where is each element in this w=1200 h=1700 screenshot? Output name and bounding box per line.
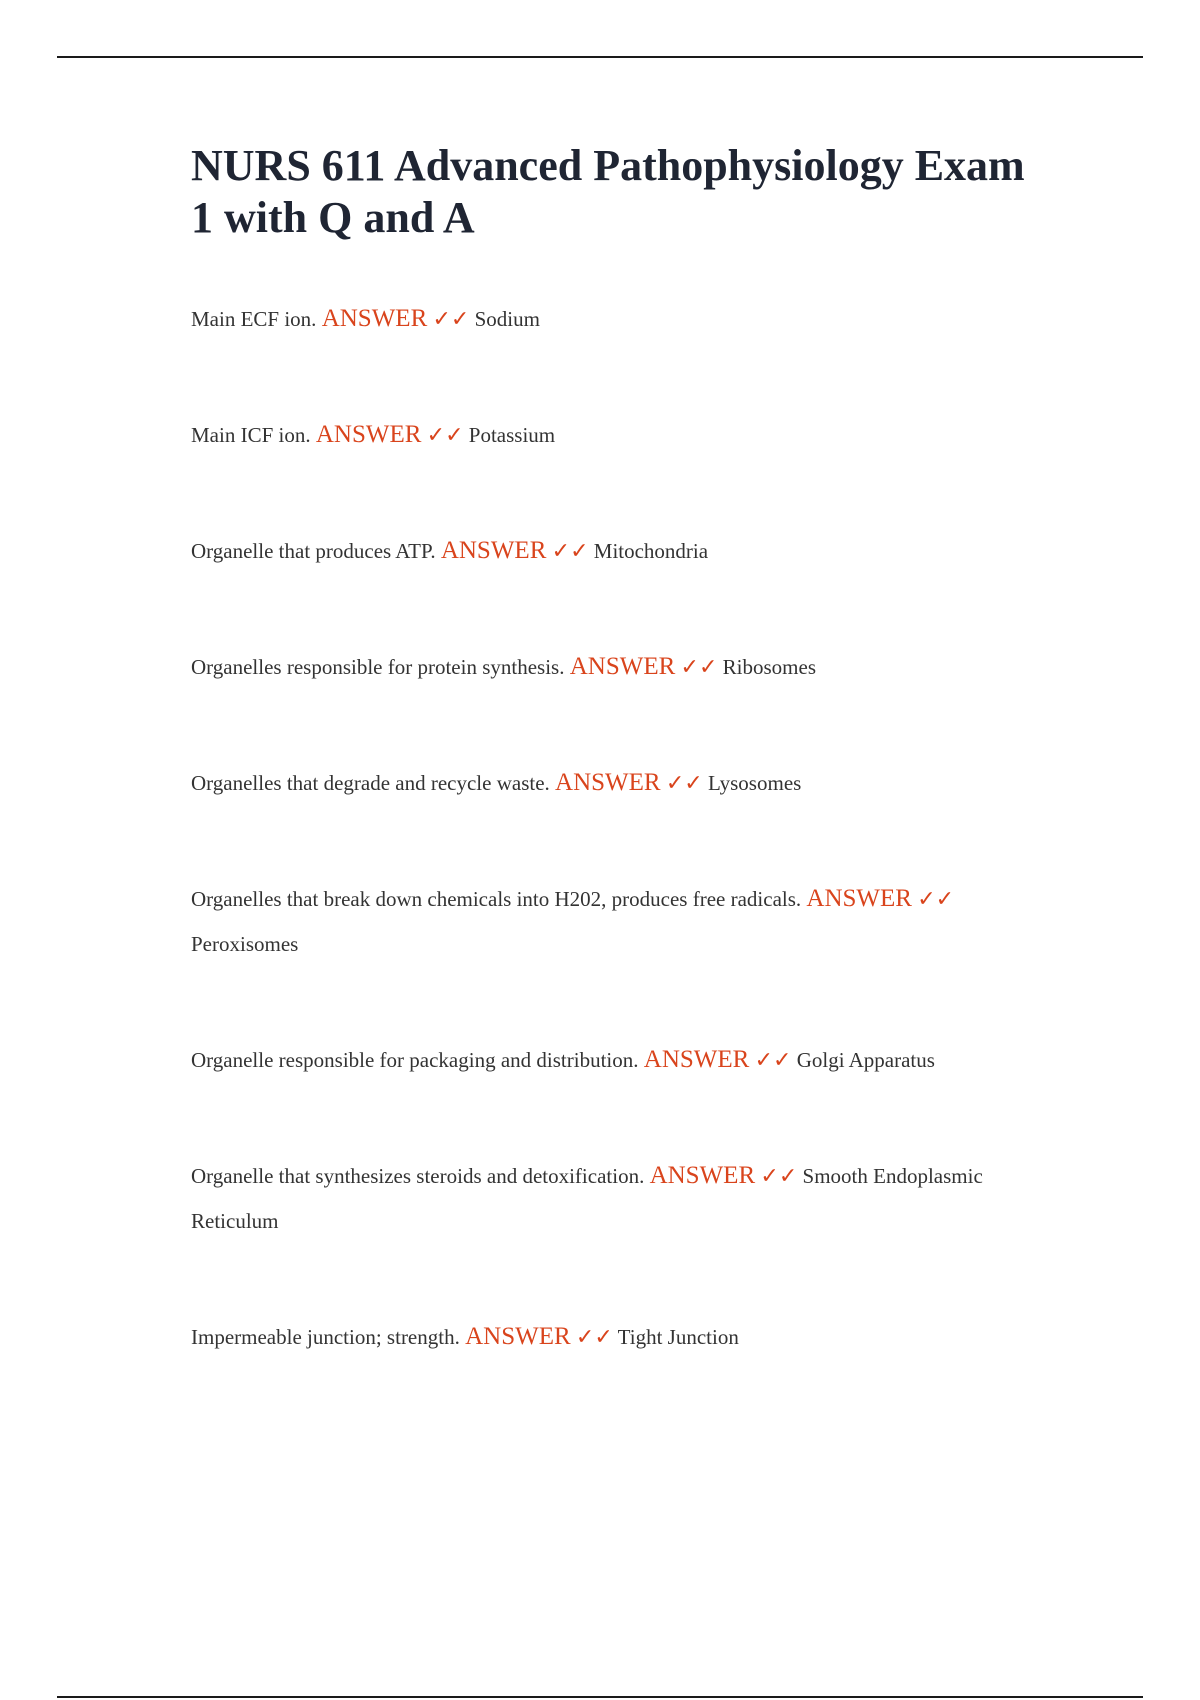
answer-marker: ANSWER — [440, 537, 547, 564]
question-text: Impermeable junction; strength. — [191, 1325, 460, 1349]
answer-text: Golgi Apparatus — [796, 1048, 935, 1072]
question-text: Main ICF ion. — [191, 423, 311, 447]
question-text: Organelle responsible for packaging and distribution. — [191, 1048, 639, 1072]
answer-text: Peroxisomes — [191, 932, 299, 956]
answer-text: Lysosomes — [707, 771, 802, 795]
answer-text: Potassium — [468, 423, 556, 447]
check-marks-icon: ✓✓ — [760, 1164, 798, 1189]
qa-item — [191, 1314, 1051, 1360]
answer-text: Tight Junction — [617, 1325, 739, 1349]
answer-marker: ANSWER — [649, 1162, 756, 1189]
qa-item — [191, 644, 1051, 690]
check-marks-icon: ✓✓ — [426, 423, 464, 448]
answer-marker: ANSWER — [806, 885, 912, 912]
qa-item — [191, 760, 1051, 806]
question-text: Organelles that break down chemicals into H202, produces free radicals. — [191, 887, 802, 911]
answer-marker: ANSWER — [555, 769, 661, 796]
answer-text: Ribosomes — [722, 655, 816, 679]
question-text: Main ECF ion. — [191, 307, 317, 331]
answer-marker: ANSWER — [465, 1323, 571, 1350]
document-body — [191, 140, 1051, 1430]
top-rule — [57, 56, 1143, 58]
document-title: NURS 611 Advanced Pathophysiology Exam 1 with Q and A — [191, 141, 1025, 242]
check-marks-icon: ✓✓ — [575, 1325, 613, 1350]
check-marks-icon: ✓✓ — [917, 887, 955, 912]
check-marks-icon: ✓✓ — [432, 307, 470, 332]
qa-item — [191, 1153, 1051, 1244]
qa-list — [191, 296, 1051, 1360]
bottom-rule — [57, 1696, 1143, 1698]
question-text: Organelle that produces ATP. — [191, 539, 436, 563]
question-text: Organelles responsible for protein synthesis. — [191, 655, 565, 679]
answer-text: Smooth Endoplasmic Reticulum — [191, 1164, 983, 1233]
answer-text: Mitochondria — [593, 539, 709, 563]
check-marks-icon: ✓✓ — [680, 655, 718, 680]
answer-marker: ANSWER — [643, 1046, 750, 1073]
qa-item — [191, 412, 1051, 458]
qa-item — [191, 528, 1051, 574]
question-text: Organelle that synthesizes steroids and detoxification. — [191, 1164, 645, 1188]
check-marks-icon: ✓✓ — [551, 539, 589, 564]
answer-text: Sodium — [474, 307, 540, 331]
check-marks-icon: ✓✓ — [665, 771, 703, 796]
check-marks-icon: ✓✓ — [754, 1048, 792, 1073]
answer-marker: ANSWER — [569, 653, 676, 680]
qa-item — [191, 296, 1051, 342]
qa-item — [191, 1037, 1051, 1083]
answer-marker: ANSWER — [321, 305, 428, 332]
answer-marker: ANSWER — [315, 421, 422, 448]
qa-item — [191, 876, 1051, 967]
question-text: Organelles that degrade and recycle waste. — [191, 771, 550, 795]
